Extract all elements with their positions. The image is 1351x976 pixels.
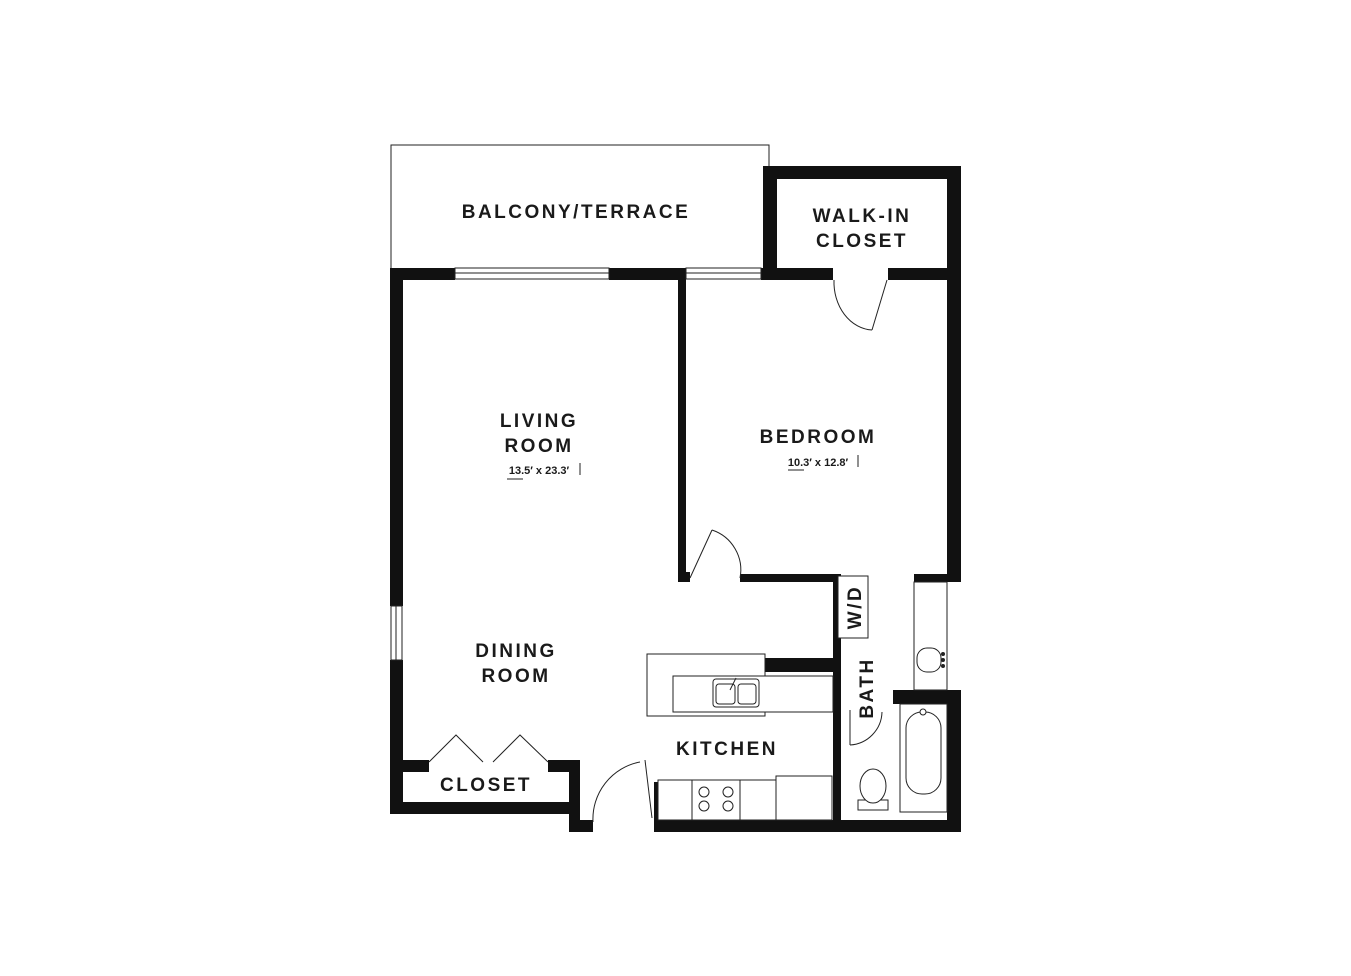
bedroom-dimensions: 10.3′ x 12.8′: [787, 457, 849, 469]
dining-room-label-line2: ROOM: [481, 666, 551, 687]
washer-dryer-label: W/D: [845, 584, 866, 630]
balcony-label: BALCONY/TERRACE: [461, 202, 691, 223]
kitchen-fixtures: [647, 654, 833, 820]
kitchen-label: KITCHEN: [676, 739, 778, 760]
bedroom-label: BEDROOM: [759, 427, 877, 448]
walk-in-closet-label-line2: CLOSET: [815, 231, 909, 252]
living-room-label-line1: LIVING: [499, 411, 579, 432]
windows: [391, 268, 761, 660]
living-room-label-line2: ROOM: [504, 436, 574, 457]
living-room-dimensions: 13.5′ x 23.3′: [508, 465, 570, 477]
walk-in-closet-label-line1: WALK-IN: [812, 206, 912, 227]
bath-label: BATH: [857, 657, 878, 719]
closet-label: CLOSET: [439, 775, 533, 796]
doors: [429, 280, 887, 822]
dining-room-label-line1: DINING: [475, 641, 557, 662]
